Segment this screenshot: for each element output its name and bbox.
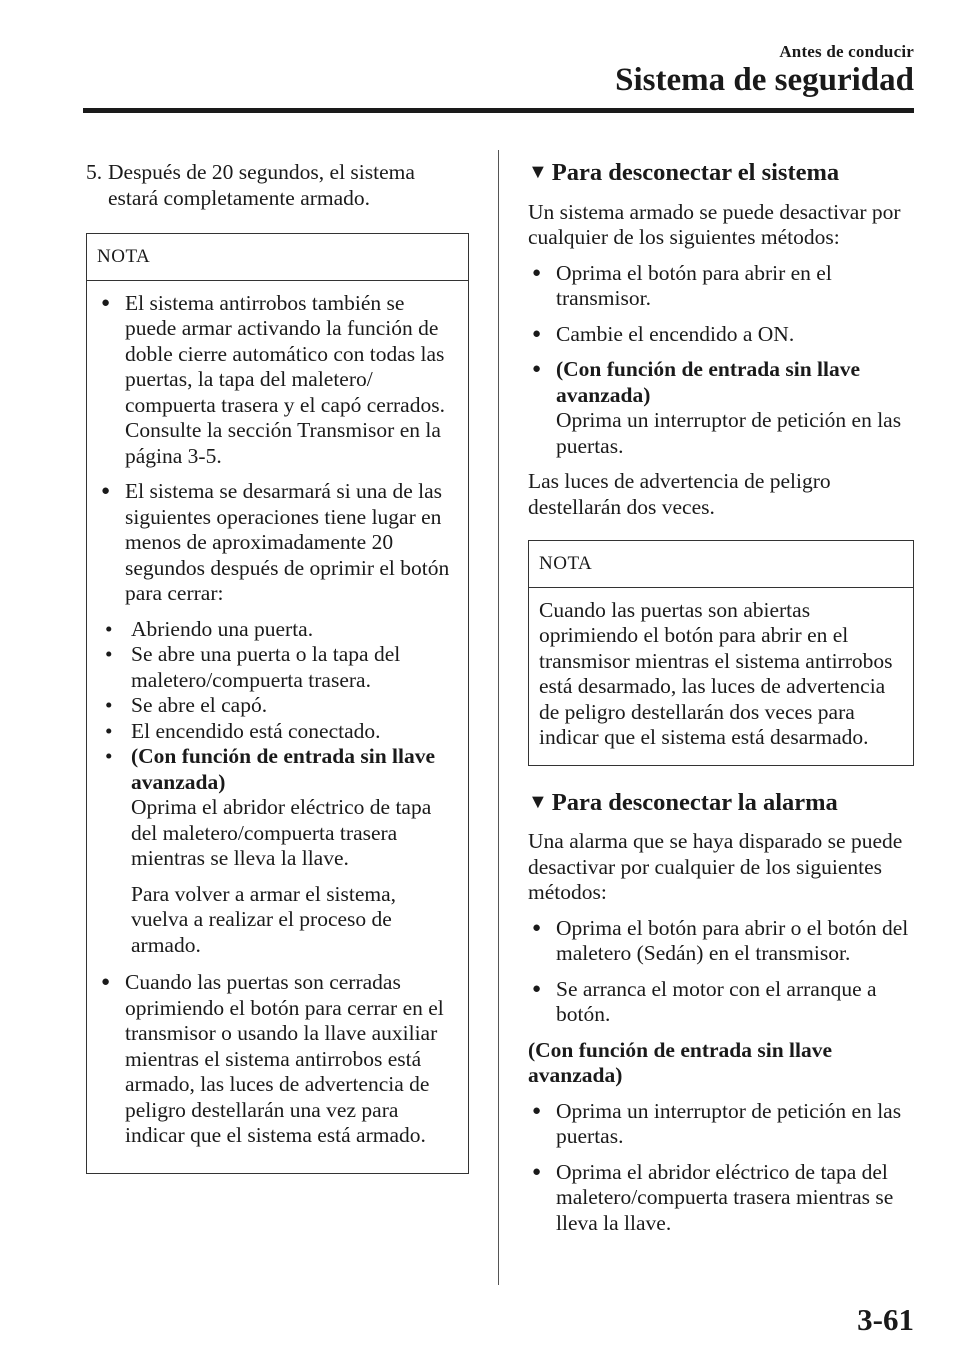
section-title-alarm: ▼ Para desconectar la alarma [528,788,838,816]
bold-paragraph: (Con función de entrada sin llave avanzada) [528,1037,833,1087]
sub-item: • El encendido está conectado. [97,719,458,745]
paragraph: Una alarma que se haya disparado se puede desactivar por cualquier de los siguientes métodos: [528,829,903,904]
page-number: 3-61 [857,1302,914,1337]
bullet-icon: ● [101,483,111,499]
list-item: ● Cambie el encendido a ON. [528,322,914,348]
sub-item: • Abriendo una puerta. [97,617,458,643]
dot-icon: • [105,744,113,768]
section-title-system: ▼ Para desconectar el sistema [528,159,840,186]
bullet-icon: ● [101,974,111,990]
paragraph: Un sistema armado se puede desactivar por cualquier de los siguientes métodos: [528,199,901,249]
step-text: Después de 20 segundos, el sistema estará completamente armado. [108,160,415,210]
dot-icon: • [105,616,113,641]
bullet-icon: ● [532,1102,542,1119]
note-body [87,281,468,1173]
bullet-icon: ● [532,325,542,342]
bullet-icon: ● [532,1163,542,1180]
list-item: ● Se arranca el motor con el arranque a botón. [528,977,914,1028]
note-box [86,233,469,1174]
bullet-icon: ● [532,919,542,936]
sub-list [97,617,458,872]
bullet-icon: ● [101,294,111,311]
bullet-icon: ● [532,361,542,377]
sub-item [97,744,458,872]
note-label: NOTA [87,234,468,281]
sub-item: • Se abre el capó. [97,693,458,719]
triangle-down-icon: ▼ [528,790,548,813]
dot-icon: • [105,693,113,717]
step-5 [86,160,469,211]
list-item: ● Oprima el botón para abrir o el botón del maletero (Sedán) en el transmisor. [528,916,914,967]
bullet-icon: ● [532,264,542,281]
paragraph: Las luces de advertencia de peligro destellarán dos veces. [528,469,831,519]
bullet-icon: ● [532,980,542,997]
sub-bold-text: Oprima el abridor eléctrico de tapa del maletero/compuerta trasera mientras se lleva la llave. [131,795,432,870]
section-heading: Sistema de seguridad [615,62,914,98]
header-rule [83,108,914,113]
step-number: 5. [86,160,103,184]
rearm-text: Para volver a armar el sistema, vuelva a realizar el proceso de armado. [131,881,397,957]
note-text: Cuando las puertas son abiertas oprimiendo el botón para abrir en el transmisor mientras el sistema antirrobos está desarmado, las luces de advertencia de peligro destellarán dos veces para indicar que el sistema está desarmado. [539,597,893,749]
dot-icon: • [105,718,113,743]
list-item: ● El sistema antirrobos también se puede armar activando la función de doble cierre automático con todas las puertas, la tapa del maletero/ compuerta trasera y el capó cerrados. Consulte la sección Transmisor en la página 3-5. [97,291,458,470]
list-item: ● Oprima un interruptor de petición en las puertas. [528,1099,914,1150]
chapter-title: Antes de conducir [779,42,914,61]
right-column [528,160,914,1246]
list-item: ● El sistema se desarmará si una de las siguientes operaciones tiene lugar en menos de aproximadamente 20 segundos después de oprimir el botón para cerrar: [97,479,458,607]
sub-bold: (Con función de entrada sin llave avanzada) [131,744,436,794]
note-box [528,540,914,766]
left-column [86,160,469,1198]
note-label: NOTA [529,541,913,588]
bold-label: (Con función de entrada sin llave avanzada) [556,357,861,407]
dot-icon: • [105,642,113,666]
list-item: ● Cuando las puertas son cerradas oprimiendo el botón para cerrar en el transmisor o usando la llave auxiliar mientras el sistema antirrobos está armado, las luces de advertencia de peligro destellarán una vez para indicar que el sistema está armado. [97,970,458,1149]
sub-item: • Se abre una puerta o la tapa del maletero/compuerta trasera. [97,642,458,693]
list-item: ● Oprima el abridor eléctrico de tapa del maletero/compuerta trasera mientras se lleva la llave. [528,1160,914,1237]
column-divider [498,150,499,1285]
list-item: ● Oprima el botón para abrir en el transmisor. [528,261,914,312]
triangle-down-icon: ▼ [528,161,548,183]
list-item: ● (Con función de entrada sin llave avanzada) Oprima un interruptor de petición en las puertas. [528,357,914,459]
